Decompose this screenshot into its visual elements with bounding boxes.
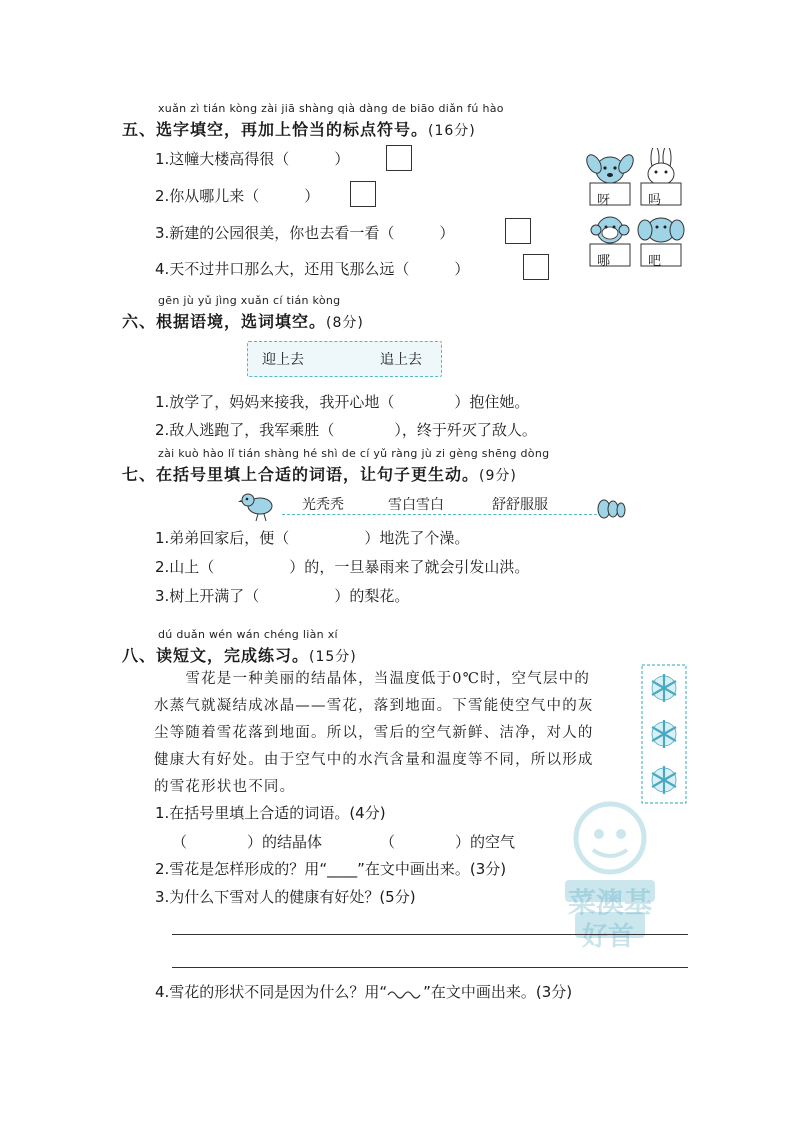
s8-answer-line-1[interactable] [172,934,688,935]
s7-word-3: 舒舒服服 [492,497,548,513]
s7-heading [122,462,517,485]
s8-question-3: 3.为什么下雪对人的健康有好处？(5分) [155,888,416,906]
s5-question-2: 2.你从哪儿来（ ） [155,187,320,205]
s8-passage-line-4: 健康大有好处。由于空气中的水汽含量和温度等不同，所以形成 [154,752,594,768]
watermark-text-1: 菜澳基 [568,886,653,919]
s7-question-3: 3.树上开满了（ ）的梨花。 [155,587,410,605]
s6-word-1: 迎上去 [262,352,304,368]
s7-pinyin: zài kuò hào lǐ tián shàng hé shì de cí yǔ ràng jù zi gèng shēng dòng [158,447,550,460]
s7-question-2: 2.山上（ ）的，一旦暴雨来了就会引发山洪。 [155,558,530,576]
s8-passage [154,666,594,801]
s5-question-3: 3.新建的公园很美，你也去看一看（ ） [155,224,455,242]
s7-score: (9分) [479,468,517,484]
s5-answer-box-3[interactable] [505,218,531,244]
rabbit-icon [648,148,674,185]
s6-score: (8分) [326,315,364,331]
snowflake-illustration [641,664,687,804]
s5-answer-box-2[interactable] [350,181,376,207]
s5-question-4: 4.天不过井口那么大，还用飞那么远（ ） [155,260,470,278]
s6-title: 六、根据语境，选词填空。 [122,312,327,331]
s8-score: (15分) [309,649,357,665]
s5-heading [122,117,476,140]
s8-passage-line-3: 尘等随着雪花落到地面。所以，雪后的空气新鲜、洁净，对人的 [154,725,594,741]
s6-question-2: 2.敌人逃跑了，我军乘胜（ ），终于歼灭了敌人。 [155,421,537,439]
s8-passage-line-1: 雪花是一种美丽的结晶体，当温度低于0℃时，空气层中的 [154,671,591,687]
s5-score: (16分) [428,123,476,139]
watermark-text-2: 好首 [582,922,635,952]
s8-question-1b: （ ）的空气 [380,833,516,851]
s6-question-1: 1.放学了，妈妈来接我，我开心地（ ）抱住她。 [155,393,530,411]
s7-title: 七、在括号里填上合适的词语，让句子更生动。 [122,465,480,484]
bird-icon [238,490,282,522]
dog-icon [584,152,636,183]
s7-word-1: 光秃秃 [302,497,344,513]
s5-question-1: 1.这幢大楼高得很（ ） [155,150,350,168]
s7-question-1: 1.弟弟回家后，便（ ）地洗了个澡。 [155,529,470,547]
s5-answer-box-1[interactable] [386,145,412,171]
s8-heading [122,643,357,666]
card-label-3: 哪 [597,254,611,269]
s5-pinyin: xuǎn zì tián kòng zài jiā shàng qià dàng de biāo diǎn fú hào [158,102,504,115]
card-label-4: 吧 [648,254,662,269]
s8-question-1a: （ ）的结晶体 [172,833,323,851]
s5-answer-box-4[interactable] [523,254,549,280]
s8-passage-line-2: 水蒸气就凝结成冰晶——雪花，落到地面。下雪能使空气中的灰 [154,698,594,714]
s6-heading [122,309,364,332]
card-label-1: 呀 [597,193,611,208]
monkey-icon [591,217,629,243]
s8-question-4-part-2: ”在文中画出来。(3分) [423,983,573,1001]
leaves-icon [597,498,627,520]
s8-title: 八、读短文，完成练习。 [122,646,310,665]
wavy-underline-icon [387,987,423,999]
s8-answer-line-2[interactable] [172,967,688,968]
s7-word-dash-line [282,514,597,515]
s8-question-4-part-1: 4.雪花的形状不同是因为什么？用“ [155,983,388,1001]
s8-passage-line-5: 的雪花形状也不同。 [154,779,296,795]
s7-word-2: 雪白雪白 [388,497,444,513]
s5-title: 五、选字填空，再加上恰当的标点符号。 [122,120,429,139]
s8-question-2: 2.雪花是怎样形成的？用“____”在文中画出来。(3分) [155,860,507,878]
card-label-2: 吗 [648,193,662,208]
s8-question-4 [155,981,572,1002]
s6-word-2: 追上去 [380,352,422,368]
s8-pinyin: dú duǎn wén wán chéng liàn xí [158,628,338,641]
s6-pinyin: gēn jù yǔ jìng xuǎn cí tián kòng [158,294,341,307]
elephant-icon [638,218,684,242]
s8-question-1: 1.在括号里填上合适的词语。(4分) [155,804,386,822]
